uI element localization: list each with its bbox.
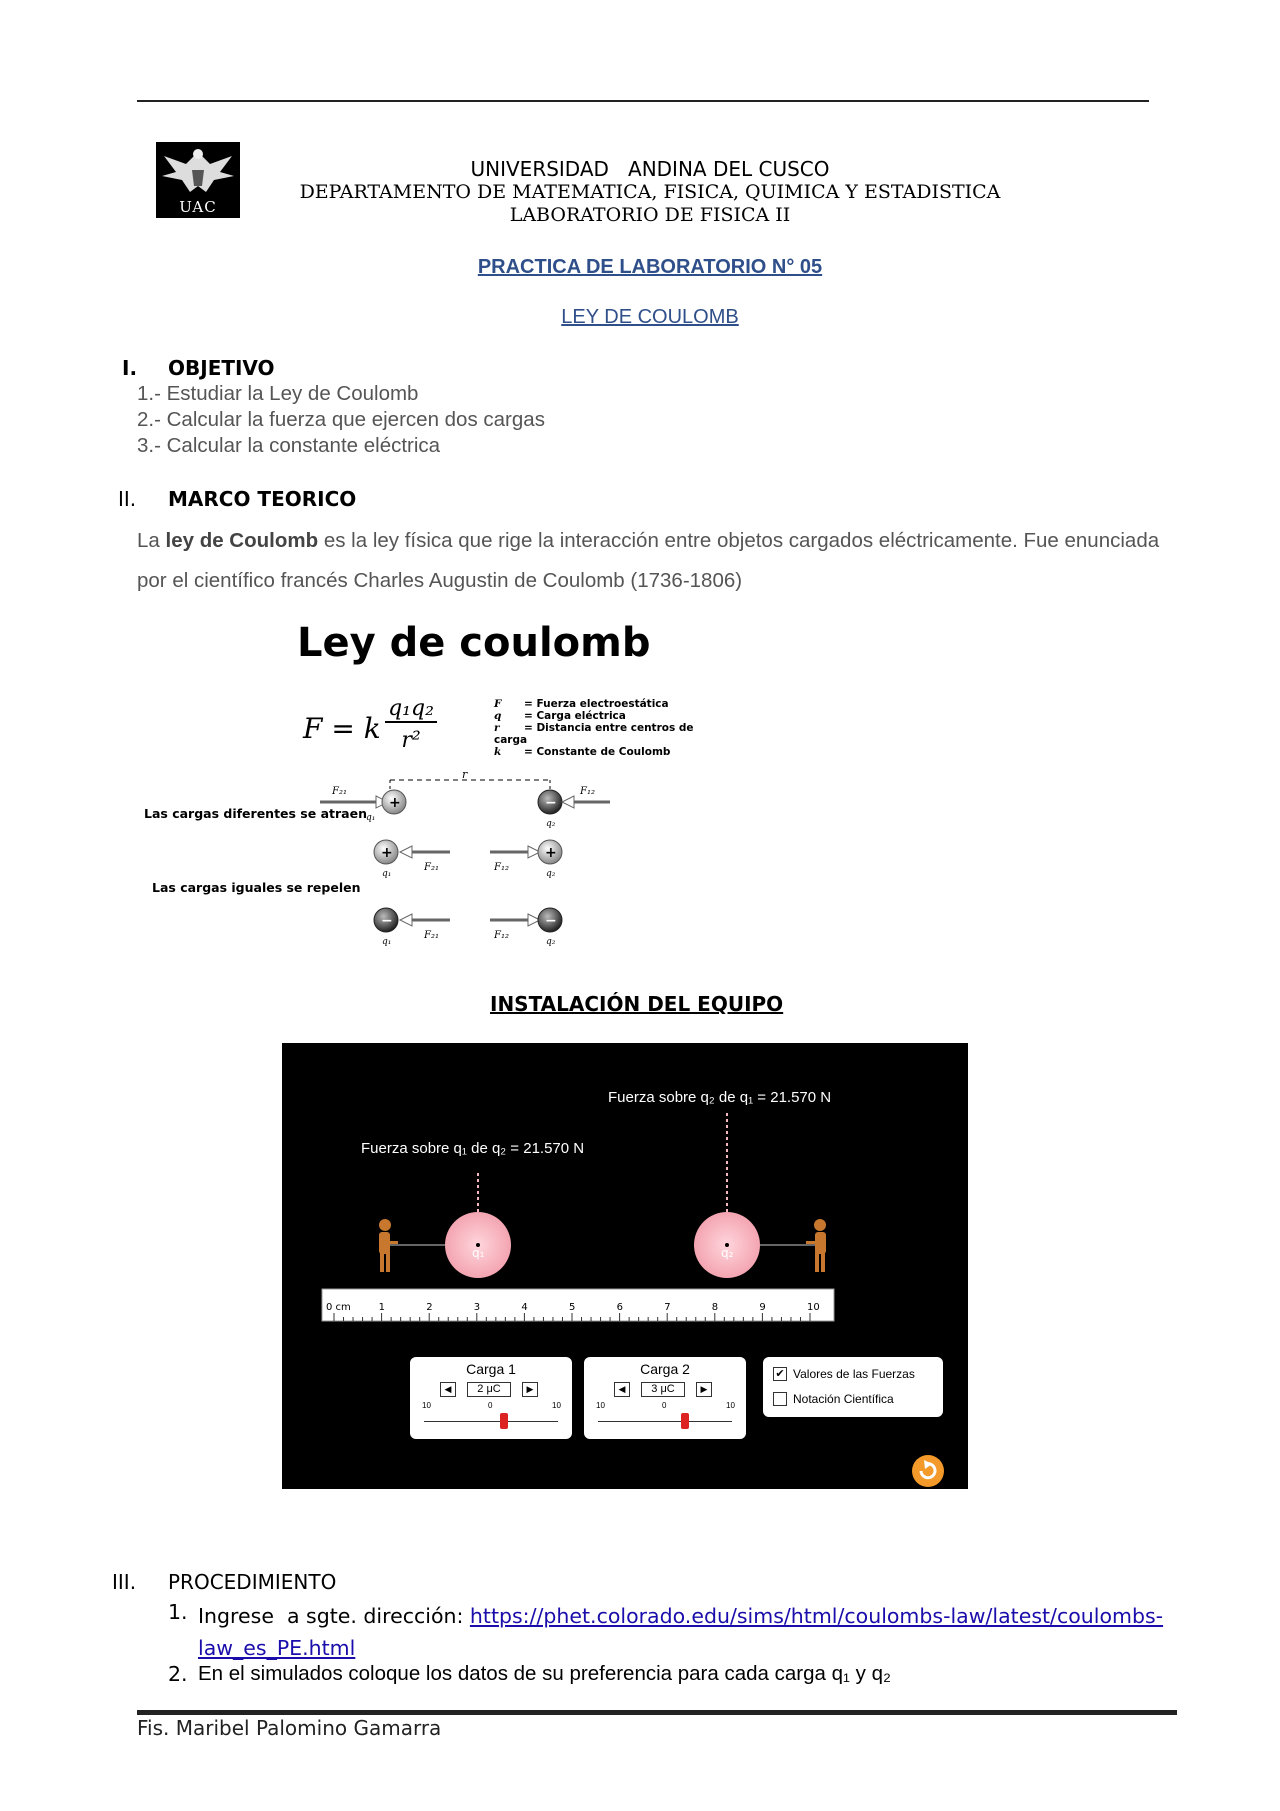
section2-title: MARCO TEORICO bbox=[168, 487, 357, 511]
charge2-value[interactable]: 3 μC bbox=[641, 1382, 685, 1397]
attract-label: Las cargas diferentes se atraen bbox=[144, 806, 367, 821]
charge1-slider-thumb[interactable] bbox=[500, 1413, 508, 1429]
condor-emblem-icon bbox=[156, 142, 240, 202]
forces-option-label: Valores de las Fuerzas bbox=[793, 1367, 915, 1381]
charge2-slider-thumb[interactable] bbox=[681, 1413, 689, 1429]
paragraph-bold: ley de Coulomb bbox=[165, 529, 319, 552]
legend-symbol: F bbox=[494, 698, 502, 710]
slider-min-label: 10 bbox=[422, 1401, 431, 1410]
charge1-title: Carga 1 bbox=[466, 1361, 516, 1377]
force-on-q1-label: Fuerza sobre q₁ de q₂ = 21.570 N bbox=[361, 1140, 585, 1157]
footer-rule bbox=[137, 1710, 1177, 1715]
force-label: F₁₂ bbox=[494, 862, 509, 873]
legend-symbol: k bbox=[494, 746, 502, 758]
practice-title: PRACTICA DE LABORATORIO N° 05 bbox=[477, 256, 823, 278]
coulomb-figure bbox=[140, 620, 720, 950]
scientific-option-label: Notación Científica bbox=[793, 1392, 894, 1406]
charge2-slider-track[interactable] bbox=[598, 1421, 732, 1422]
charge-sign: + bbox=[545, 845, 557, 861]
theory-paragraph bbox=[137, 521, 1167, 601]
charge2-increment-button[interactable]: ▶ bbox=[696, 1382, 712, 1397]
university-name: UNIVERSIDAD ANDINA DEL CUSCO bbox=[470, 157, 830, 181]
section3-number: III. bbox=[112, 1570, 137, 1594]
logo-text: UAC bbox=[179, 198, 217, 216]
objective-item: 3.- Calcular la constante eléctrica bbox=[137, 434, 441, 457]
ruler-tick-label: 5 bbox=[569, 1302, 576, 1313]
ruler-tick-label: 6 bbox=[616, 1302, 623, 1313]
section1-title: OBJETIVO bbox=[168, 356, 275, 380]
step1 bbox=[198, 1600, 1178, 1664]
options-panel bbox=[763, 1357, 943, 1417]
slider-min-label: 10 bbox=[596, 1401, 605, 1410]
figure-title: Ley de coulomb bbox=[297, 620, 651, 666]
charge-label: q₁ bbox=[366, 813, 376, 823]
ruler-tick-label: 9 bbox=[759, 1302, 766, 1313]
charge-sign: + bbox=[389, 795, 401, 811]
ruler-tick-label: 1 bbox=[378, 1302, 385, 1313]
paragraph-text: es la ley física que rige la interacción entre objetos cargados eléctricamente. Fue enunciada por el científico francés Charles Augustin de Coulomb (1736-1806) bbox=[137, 529, 1160, 592]
forces-checkbox[interactable]: ✔ bbox=[773, 1367, 787, 1381]
charge1-panel bbox=[410, 1357, 572, 1439]
force-label: F₁₂ bbox=[580, 786, 595, 797]
step1-text: Ingrese a sgte. dirección: bbox=[198, 1604, 470, 1628]
ruler-tick-label: 3 bbox=[473, 1302, 481, 1313]
legend-symbol: r bbox=[494, 722, 500, 734]
section3-title: PROCEDIMIENTO bbox=[168, 1570, 337, 1594]
section2-number: II. bbox=[118, 487, 137, 511]
simulation-panel bbox=[282, 1043, 968, 1489]
legend-desc: = Distancia entre centros de carga bbox=[494, 722, 694, 746]
q1-label: q₁ bbox=[472, 1246, 485, 1260]
force-label: F₂₁ bbox=[332, 786, 347, 797]
charge1-increment-button[interactable]: ▶ bbox=[522, 1382, 538, 1397]
header-rule bbox=[137, 100, 1149, 102]
charge-label: q₁ bbox=[382, 937, 392, 947]
scientific-checkbox[interactable] bbox=[773, 1392, 787, 1406]
charge-label: q₂ bbox=[546, 869, 556, 879]
force-on-q2-label: Fuerza sobre q₂ de q₁ = 21.570 N bbox=[608, 1089, 832, 1106]
legend-symbol: q bbox=[494, 710, 502, 722]
charge1-decrement-button[interactable]: ◀ bbox=[440, 1382, 456, 1397]
footer-author: Fis. Maribel Palomino Gamarra bbox=[137, 1716, 442, 1740]
slider-max-label: 10 bbox=[726, 1401, 735, 1410]
lab-name: LABORATORIO DE FISICA II bbox=[509, 204, 791, 226]
charge2-title: Carga 2 bbox=[640, 1361, 690, 1377]
force-label: F₂₁ bbox=[424, 862, 439, 873]
charge-sign: − bbox=[381, 913, 393, 929]
force-label: F₂₁ bbox=[424, 930, 439, 941]
formula-legend bbox=[494, 698, 720, 758]
ruler-tick-label: 4 bbox=[521, 1302, 528, 1313]
charge-sign: + bbox=[381, 845, 393, 861]
ruler[interactable] bbox=[322, 1289, 834, 1321]
ruler-tick-label: 0 cm bbox=[326, 1302, 351, 1313]
charge-sign: − bbox=[545, 795, 557, 811]
r-label: r bbox=[462, 768, 468, 781]
formula-numerator: q₁q₂ bbox=[385, 696, 437, 723]
option-scientific[interactable] bbox=[773, 1392, 894, 1406]
ruler-tick-label: 7 bbox=[664, 1302, 671, 1313]
step2-text: En el simulados coloque los datos de su preferencia para cada carga q₁ y q₂ bbox=[198, 1662, 891, 1685]
legend-desc: = Carga eléctrica bbox=[524, 710, 626, 722]
ruler-tick-label: 10 bbox=[807, 1302, 820, 1313]
charge-label: q₂ bbox=[546, 819, 556, 829]
objective-item: 1.- Estudiar la Ley de Coulomb bbox=[137, 382, 419, 405]
objective-item: 2.- Calcular la fuerza que ejercen dos cargas bbox=[137, 408, 545, 431]
ruler-tick-label: 2 bbox=[426, 1302, 433, 1313]
slider-mid-label: 0 bbox=[662, 1401, 667, 1410]
slider-max-label: 10 bbox=[552, 1401, 561, 1410]
reset-button[interactable] bbox=[912, 1455, 944, 1487]
option-forces[interactable] bbox=[773, 1367, 915, 1381]
force-label: F₁₂ bbox=[494, 930, 509, 941]
charge-sign: − bbox=[545, 913, 557, 929]
repel-label: Las cargas iguales se repelen bbox=[152, 880, 361, 895]
legend-desc: = Constante de Coulomb bbox=[524, 746, 671, 758]
charge2-decrement-button[interactable]: ◀ bbox=[614, 1382, 630, 1397]
ruler-tick-label: 8 bbox=[711, 1302, 719, 1313]
formula-lhs: F = k bbox=[303, 712, 381, 745]
legend-desc: = Fuerza electroestática bbox=[524, 698, 669, 710]
department-name: DEPARTAMENTO DE MATEMATICA, FISICA, QUIMICA Y ESTADISTICA bbox=[299, 181, 1001, 203]
phet-link[interactable]: https://phet.colorado.edu/sims/html/coulombs-law/latest/coulombs- bbox=[469, 1604, 1164, 1628]
formula-denominator: r² bbox=[401, 728, 421, 753]
paragraph-text: La bbox=[137, 529, 166, 552]
q2-label: q₂ bbox=[721, 1246, 734, 1260]
phet-link-continued[interactable]: law_es_PE.html bbox=[198, 1636, 356, 1660]
charge-label: q₁ bbox=[382, 869, 392, 879]
charge2-panel bbox=[584, 1357, 746, 1439]
installation-title: INSTALACIÓN DEL EQUIPO bbox=[490, 992, 784, 1016]
charge1-value[interactable]: 2 μC bbox=[467, 1382, 511, 1397]
step1-number: 1. bbox=[168, 1600, 188, 1624]
charge-label: q₂ bbox=[546, 937, 556, 947]
step2-number: 2. bbox=[168, 1662, 188, 1686]
section1-number: I. bbox=[122, 356, 138, 380]
slider-mid-label: 0 bbox=[488, 1401, 493, 1410]
charge1-slider-track[interactable] bbox=[424, 1421, 558, 1422]
university-logo bbox=[156, 142, 240, 218]
topic-title: LEY DE COULOMB bbox=[561, 306, 739, 328]
charges-diagram bbox=[140, 768, 720, 950]
